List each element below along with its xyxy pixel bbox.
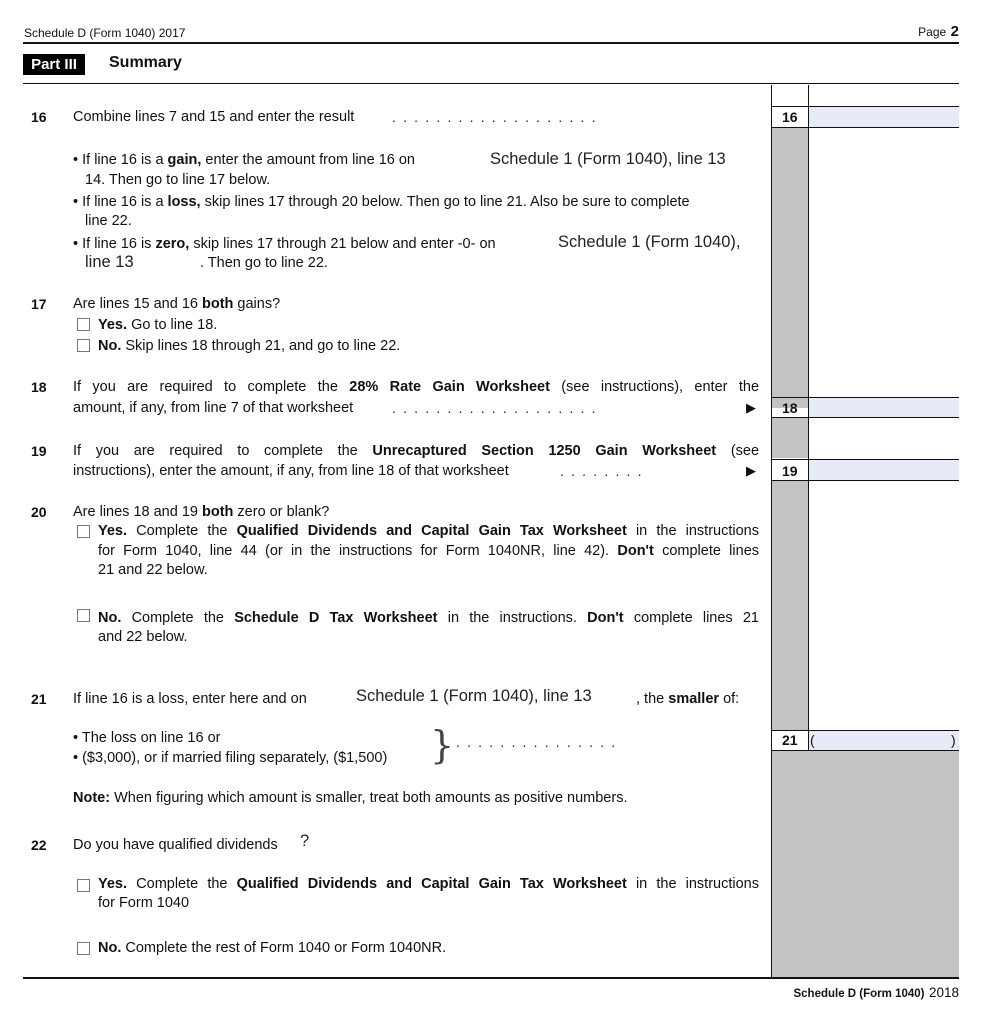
line20-yes-checkbox[interactable] (77, 525, 90, 538)
text: Complete the rest of Form 1040 or Form 1040NR. (125, 940, 447, 956)
line20-no-text-1 (98, 609, 759, 628)
line17-no-option (98, 337, 400, 356)
line16-amount-field[interactable] (809, 106, 959, 127)
line21-text: If line 16 is a loss, enter here and on (73, 691, 307, 707)
arrow-icon: ▶ (746, 400, 756, 415)
line22-no-checkbox[interactable] (77, 942, 90, 955)
text: No. (98, 338, 122, 354)
line16-gain-rule (73, 151, 415, 170)
text: • If line 16 is a (73, 152, 164, 168)
row-rule (772, 480, 959, 481)
leader-dots: ............... (456, 734, 623, 750)
line16-zero-handwritten-1: Schedule 1 (Form 1040), (558, 233, 741, 251)
line17-no-checkbox[interactable] (77, 339, 90, 352)
text: Complete the (136, 876, 228, 892)
text: zero or blank? (237, 504, 330, 520)
row-rule (772, 730, 959, 731)
page-indicator (918, 23, 959, 41)
text: skip lines 17 through 20 below. Then go to line 21. Also be sure to complete (204, 194, 690, 210)
line19-box-label: 19 (782, 463, 798, 479)
text: • If line 16 is (73, 236, 152, 252)
line20-yes-text-1 (98, 522, 759, 541)
text: Schedule D Tax Worksheet (234, 610, 438, 626)
header-rule (23, 42, 959, 44)
text: Note: (73, 790, 111, 806)
line22-question: Do you have qualified dividends (73, 837, 278, 853)
row-rule (772, 397, 959, 398)
text: 2018 (928, 985, 959, 1000)
line16-zero-handwritten-2: line 13 (85, 253, 134, 271)
shaded-area-bottom (772, 750, 959, 978)
text: (see (730, 443, 760, 459)
line21-text-end (636, 690, 739, 709)
line20-question (73, 503, 329, 522)
leader-dots: ........ (560, 463, 649, 479)
footer-form-id (793, 984, 959, 1002)
text: complete lines (662, 543, 760, 559)
line21-paren-open: ( (810, 732, 815, 748)
line22-yes-text-2: for Form 1040 (98, 895, 190, 911)
form-id: Schedule D (Form 1040) 2017 (24, 26, 186, 40)
text: If you are required to complete the (73, 379, 338, 395)
line18-text-1 (73, 378, 759, 397)
text: both (201, 296, 234, 312)
line20-number: 20 (31, 504, 47, 520)
line16-zero-rule-cont: . Then go to line 22. (200, 255, 328, 271)
line19-number: 19 (31, 443, 47, 459)
line19-text-1 (73, 442, 759, 461)
footer-rule (23, 977, 959, 979)
text: Schedule D (Form 1040) (793, 988, 925, 1000)
text: Complete the (136, 523, 228, 539)
page-number: 2 (950, 23, 959, 40)
row-rule (772, 417, 959, 418)
line16-zero-rule (73, 235, 496, 254)
line22-yes-text-1 (98, 875, 759, 894)
line18-number: 18 (31, 379, 47, 395)
col-rule-left (771, 85, 772, 978)
line22-yes-checkbox[interactable] (77, 879, 90, 892)
text: Go to line 18. (131, 317, 218, 333)
line17-number: 17 (31, 296, 47, 312)
text: No. (98, 610, 122, 626)
row-rule (772, 459, 959, 460)
text: Yes. (98, 876, 128, 892)
row-rule (772, 106, 959, 107)
text: in the instructions. (447, 610, 577, 626)
text: • If line 16 is a (73, 194, 164, 210)
text: Are lines 15 and 16 (73, 296, 198, 312)
text: smaller (668, 691, 720, 707)
line20-no-checkbox[interactable] (77, 609, 90, 622)
text: If you are required to complete the (73, 443, 358, 459)
line16-gain-handwritten: Schedule 1 (Form 1040), line 13 (490, 150, 726, 168)
line22-question-mark: ? (300, 832, 310, 850)
text: complete lines 21 (633, 610, 759, 626)
page-label: Page (918, 25, 947, 39)
line16-loss-rule (73, 193, 690, 212)
shaded-column-c (772, 481, 808, 731)
text: zero, (155, 236, 190, 252)
line18-box-label: 18 (782, 400, 798, 416)
text: of: (723, 691, 740, 707)
line21-number: 21 (31, 691, 47, 707)
part-label: Part III (23, 54, 85, 75)
line20-yes-text-2 (98, 542, 759, 561)
line17-yes-option (98, 316, 217, 335)
text: When figuring which amount is smaller, treat both amounts as positive numbers. (114, 790, 628, 806)
line21-paren-close: ) (951, 732, 956, 748)
text: gains? (237, 296, 281, 312)
line21-note (73, 789, 627, 808)
row-rule (772, 750, 959, 751)
text: enter the amount from line 16 on (205, 152, 415, 168)
brace-icon: } (430, 723, 455, 767)
line16-number: 16 (31, 109, 47, 125)
line17-question (73, 295, 280, 314)
arrow-icon: ▶ (746, 463, 756, 478)
line17-yes-checkbox[interactable] (77, 318, 90, 331)
text: Are lines 18 and 19 (73, 504, 198, 520)
line21-box-label: 21 (782, 732, 798, 748)
text: for Form 1040, line 44 (or in the instructions for Form 1040NR, line 42). (98, 543, 610, 559)
text: Complete the (131, 610, 224, 626)
line22-no-option (98, 939, 446, 958)
text: gain, (167, 152, 202, 168)
text: (see instructions), enter the (561, 379, 760, 395)
shaded-column-a (772, 128, 808, 408)
text: both (201, 504, 234, 520)
text: Yes. (98, 317, 128, 333)
line21-bullet-1: • The loss on line 16 or (73, 730, 221, 746)
text: Don't (587, 610, 624, 626)
line20-no-text-2: and 22 below. (98, 629, 188, 645)
text: , the (636, 691, 665, 707)
text: 28% Rate Gain Worksheet (349, 379, 550, 395)
text: loss, (167, 194, 201, 210)
line21-handwritten: Schedule 1 (Form 1040), line 13 (356, 687, 592, 705)
line21-bullet-2: • ($3,000), or if married filing separately, ($1,500) (73, 750, 388, 766)
line16-box-label: 16 (782, 109, 798, 125)
line20-yes-text-3: 21 and 22 below. (98, 562, 208, 578)
leader-dots: ................... (392, 400, 603, 416)
text: Qualified Dividends and Capital Gain Tax Worksheet (236, 876, 627, 892)
leader-dots: ................... (392, 109, 603, 125)
line19-amount-field[interactable] (809, 459, 959, 480)
row-rule (772, 127, 959, 128)
line18-text-2: amount, if any, from line 7 of that worksheet (73, 400, 354, 416)
part-rule (23, 83, 959, 84)
shaded-column-b (772, 418, 808, 458)
text: Skip lines 18 through 21, and go to line 22. (125, 338, 401, 354)
text: Qualified Dividends and Capital Gain Tax Worksheet (236, 523, 627, 539)
text: Unrecaptured Section 1250 Gain Worksheet (372, 443, 717, 459)
line19-text-2: instructions), enter the amount, if any, from line 18 of that worksheet (73, 463, 509, 479)
line18-amount-field[interactable] (809, 397, 959, 417)
line22-number: 22 (31, 837, 47, 853)
part-title: Summary (109, 54, 182, 71)
line21-amount-field[interactable] (809, 730, 959, 750)
text: in the instructions (635, 523, 759, 539)
text: No. (98, 940, 122, 956)
text: Yes. (98, 523, 128, 539)
line16-text: Combine lines 7 and 15 and enter the result (73, 109, 355, 125)
line16-gain-rule-cont: 14. Then go to line 17 below. (85, 172, 271, 188)
text: in the instructions (635, 876, 759, 892)
text: Don't (617, 543, 654, 559)
text: skip lines 17 through 21 below and enter -0- on (193, 236, 496, 252)
line16-loss-rule-cont: line 22. (85, 213, 132, 229)
